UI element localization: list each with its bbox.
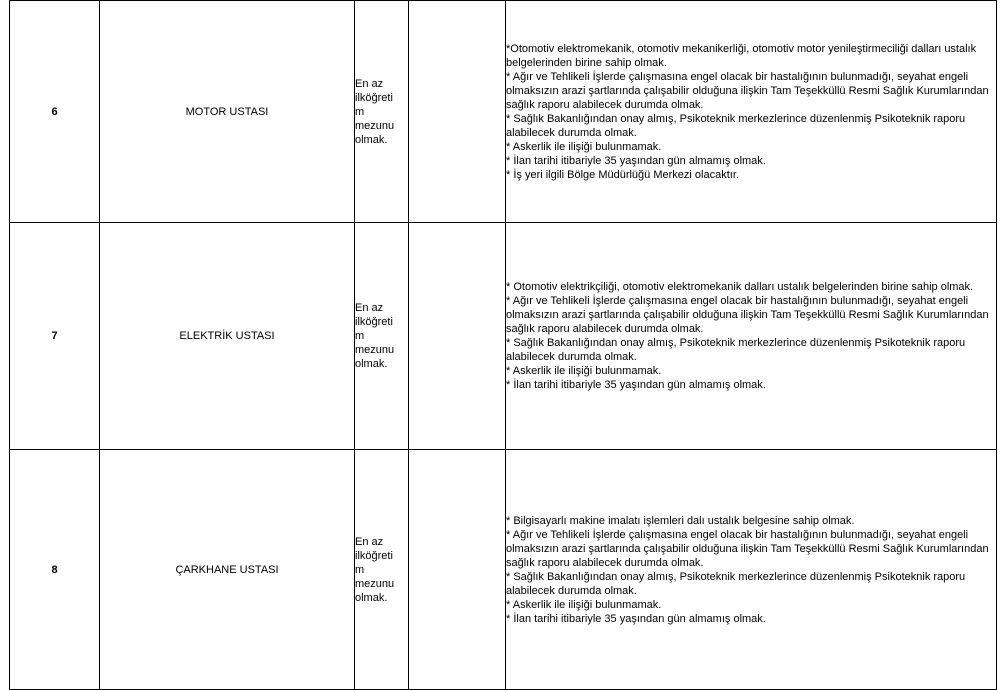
requirements-cell — [506, 450, 997, 690]
empty-cell — [409, 1, 506, 223]
education-line: En az — [355, 302, 384, 314]
requirement-item: * Sağlık Bakanlığından onay almış, Psikoteknik merkezlerince düzenlenmiş Psikoteknik raporu alabilecek durumda olmak. — [506, 570, 966, 597]
education-line: olmak. — [355, 133, 388, 146]
empty-cell — [409, 450, 506, 690]
education-line: En az — [355, 535, 384, 548]
education-requirement — [355, 223, 409, 450]
education-line: ilköğreti — [355, 316, 393, 328]
requirement-item: * Bilgisayarlı makine imalatı işlemleri dalı ustalık belgesine sahip olmak. — [506, 514, 855, 527]
job-requirements-table — [9, 0, 997, 690]
requirement-item: *Otomotiv elektromekanik, otomotiv mekanikerliği, otomotiv motor yenileştirmeciliği dalları ustalık belgelerinden birine sahip olmak. — [506, 42, 977, 69]
requirement-item: * İş yeri ilgili Bölge Müdürlüğü Merkezi olacaktır. — [506, 168, 739, 181]
requirement-item: * İlan tarihi itibariyle 35 yaşından gün almamış olmak. — [506, 612, 766, 625]
requirement-item: * Ağır ve Tehlikeli İşlerde çalışmasına engel olacak bir hastalığının bulunmadığı, seyahat engeli olmaksızın arazi şartlarında çalışabilir olduğuna ilişkin Tam Teşekküllü Resmi Sağlık Kurumlarından sağlık raporu alabilecek durumda olmak. — [506, 528, 989, 569]
education-line: En az — [355, 77, 384, 90]
education-line: m — [355, 105, 365, 118]
education-line: olmak. — [355, 591, 388, 604]
requirement-item: * Otomotiv elektrikçiliği, otomotiv elektromekanik dalları ustalık belgelerinden birine sahip olmak. — [506, 281, 974, 293]
empty-cell — [409, 223, 506, 450]
row-number: 8 — [10, 450, 100, 690]
education-requirement — [355, 450, 409, 690]
requirements-cell — [506, 1, 997, 223]
job-title: ÇARKHANE USTASI — [100, 450, 355, 690]
row-number: 7 — [10, 223, 100, 450]
requirement-item: * İlan tarihi itibariyle 35 yaşından gün almamış olmak. — [506, 154, 766, 167]
education-requirement — [355, 1, 409, 223]
requirement-item: * İlan tarihi itibariyle 35 yaşından gün almamış olmak. — [506, 379, 766, 391]
table-row — [10, 1, 997, 223]
requirement-item: * Askerlik ile ilişiği bulunmamak. — [506, 140, 662, 153]
requirement-item: * Sağlık Bakanlığından onay almış, Psikoteknik merkezlerince düzenlenmiş Psikoteknik raporu alabilecek durumda olmak. — [506, 112, 966, 139]
table-row — [10, 450, 997, 690]
education-line: mezunu — [355, 577, 395, 590]
table-row — [10, 223, 997, 450]
education-line: ilköğreti — [355, 91, 393, 104]
education-line: olmak. — [355, 358, 388, 370]
education-line: m — [355, 330, 365, 342]
requirement-item: * Askerlik ile ilişiği bulunmamak. — [506, 598, 662, 611]
education-line: mezunu — [355, 344, 395, 356]
education-line: ilköğreti — [355, 549, 393, 562]
requirement-item: * Ağır ve Tehlikeli İşlerde çalışmasına engel olacak bir hastalığının bulunmadığı, seyahat engeli olmaksızın arazi şartlarında çalışabilir olduğuna ilişkin Tam Teşekküllü Resmi Sağlık Kurumlarından sağlık raporu alabilecek durumda olmak. — [506, 295, 989, 335]
requirement-item: * Askerlik ile ilişiği bulunmamak. — [506, 365, 662, 377]
row-number: 6 — [10, 1, 100, 223]
requirement-item: * Ağır ve Tehlikeli İşlerde çalışmasına engel olacak bir hastalığının bulunmadığı, seyahat engeli olmaksızın arazi şartlarında çalışabilir olduğuna ilişkin Tam Teşekküllü Resmi Sağlık Kurumlarından sağlık raporu alabilecek durumda olmak. — [506, 70, 989, 111]
job-title: ELEKTRİK USTASI — [100, 223, 355, 450]
requirement-item: * Sağlık Bakanlığından onay almış, Psikoteknik merkezlerince düzenlenmiş Psikoteknik raporu alabilecek durumda olmak. — [506, 337, 966, 363]
job-title: MOTOR USTASI — [100, 1, 355, 223]
education-line: m — [355, 563, 365, 576]
requirements-cell — [506, 223, 997, 450]
education-line: mezunu — [355, 119, 395, 132]
